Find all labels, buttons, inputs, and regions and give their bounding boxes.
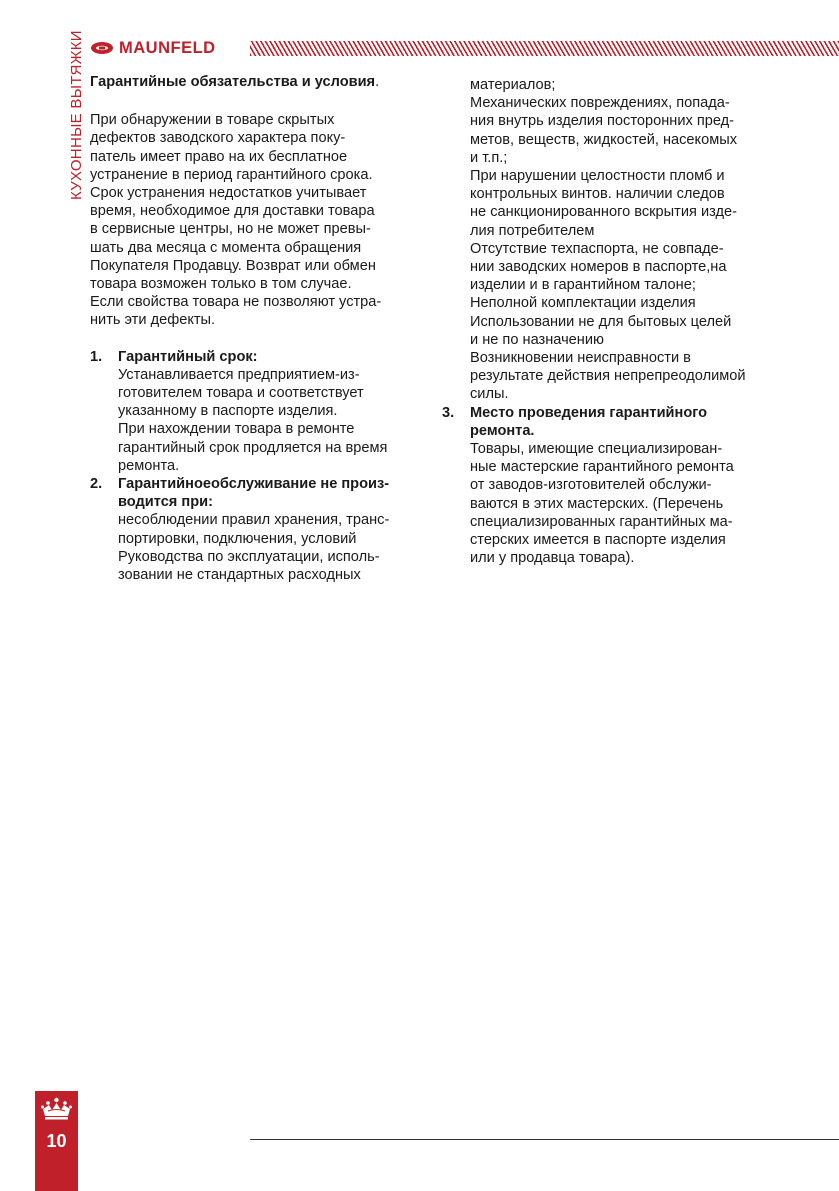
- text-line: портировки, подключения, условий: [118, 530, 357, 547]
- text-line: зовании не стандартных расходных: [118, 567, 361, 584]
- text-line: ремонта.: [118, 457, 180, 474]
- text-line: и не по назначению: [470, 331, 604, 348]
- text-line: специализированных гарантийных ма-: [470, 513, 733, 530]
- text-line: При нарушении целостности пломб и: [470, 168, 725, 185]
- brand-logo: [90, 38, 216, 58]
- text-line: устранение в период гарантийного срока.: [90, 166, 373, 183]
- text-line: Механических повреждениях, попада-: [470, 95, 730, 112]
- text-line: время, необходимое для доставки товара: [90, 203, 375, 220]
- text-line: метов, веществ, жидкостей, насекомых: [470, 131, 738, 148]
- list-item-title: Гарантийноеобслуживание не произ-: [118, 476, 390, 493]
- text-line: ные мастерские гарантийного ремонта: [470, 459, 734, 476]
- text-line: Отсутствие техпаспорта, не совпаде-: [470, 240, 724, 257]
- text-line: Покупателя Продавцу. Возврат или обмен: [90, 257, 376, 274]
- text-line: несоблюдении правил хранения, транс-: [118, 512, 390, 529]
- text-line: гарантийный срок продляется на время: [118, 439, 388, 456]
- text-line: материалов;: [470, 77, 556, 93]
- text-line: нить эти дефекты.: [90, 312, 216, 329]
- page-number-tab: [35, 1091, 78, 1191]
- text-line: Товары, имеющие специализирован-: [470, 441, 723, 458]
- list-item-title: Место проведения гарантийного: [470, 404, 708, 421]
- right-column: [442, 76, 772, 567]
- section-heading: [90, 73, 425, 91]
- list-item-title: ремонта.: [470, 422, 535, 439]
- text-line: Использовании не для бытовых целей: [470, 313, 732, 330]
- text-line: Неполной комплектации изделия: [470, 295, 696, 312]
- text-line: нии заводских номеров в паспорте,на: [470, 259, 727, 276]
- text-line: от заводов-изготовителей обслужи-: [470, 477, 712, 494]
- text-line: шать два месяца с момента обращения: [90, 239, 362, 256]
- side-section-label: [52, 30, 85, 200]
- list-item-warranty-term: [90, 348, 425, 475]
- list-item-repair-location: [442, 404, 772, 568]
- side-section-label-text: КУХОННЫЕ ВЫТЯЖКИ: [68, 30, 85, 200]
- text-line: результате действия непрепреодолимой: [470, 368, 746, 385]
- brand-mark-icon: [90, 41, 114, 55]
- text-line: изделии и в гарантийном талоне;: [470, 277, 696, 294]
- text-line: лия потребителем: [470, 222, 595, 239]
- text-line: готовителем товара и соответствует: [118, 385, 364, 402]
- section-heading-text: Гарантийные обязательства и условия: [90, 74, 376, 90]
- text-line: При обнаружении в товаре скрытых: [90, 112, 335, 129]
- text-line: ваются в этих мастерских. (Перечень: [470, 495, 724, 512]
- intro-paragraph: [90, 111, 425, 329]
- text-line: стерских имеется в паспорте изделия: [470, 532, 726, 549]
- text-line: Руководства по эксплуатации, исполь-: [118, 548, 380, 565]
- text-line: Возникновении неисправности в: [470, 350, 691, 367]
- list-item-title: Гарантийный срок:: [118, 348, 258, 365]
- text-line: или у продавца товара).: [470, 550, 635, 567]
- text-line: Устанавливается предприятием-из-: [118, 366, 360, 383]
- crown-icon: [40, 1097, 73, 1121]
- left-column: [90, 73, 425, 584]
- list-item-number: 1.: [90, 348, 103, 365]
- text-line: дефектов заводского характера поку-: [90, 130, 346, 147]
- text-line: Срок устранения недостатков учитывает: [90, 185, 367, 202]
- text-line: контрольных винтов. наличии следов: [470, 186, 725, 203]
- text-line: силы.: [470, 386, 509, 403]
- text-line: не санкционированного вскрытия изде-: [470, 204, 737, 221]
- list-item-number: 2.: [90, 476, 103, 493]
- list-item-title: водится при:: [118, 494, 213, 511]
- text-line: патель имеет право на их бесплатное: [90, 148, 348, 165]
- text-line: ния внутрь изделия посторонних пред-: [470, 113, 735, 130]
- list-item-number: 3.: [442, 404, 455, 421]
- text-line: в сервисные центры, но не может превы-: [90, 221, 371, 238]
- section-heading-dot: .: [375, 74, 380, 90]
- brand-name: MAUNFELD: [119, 38, 216, 57]
- footer-divider: [250, 1139, 839, 1140]
- list-item-exclusions: [90, 475, 425, 584]
- exclusions-continued: [442, 76, 772, 404]
- header-hatch-stripe: [250, 41, 839, 56]
- text-line: указанному в паспорте изделия.: [118, 403, 338, 420]
- text-line: и т.п.;: [470, 149, 508, 166]
- text-line: При нахождении товара в ремонте: [118, 421, 355, 438]
- text-line: товара возможен только в том случае.: [90, 276, 352, 293]
- page-number: 10: [46, 1131, 67, 1151]
- text-line: Если свойства товара не позволяют устра-: [90, 294, 382, 311]
